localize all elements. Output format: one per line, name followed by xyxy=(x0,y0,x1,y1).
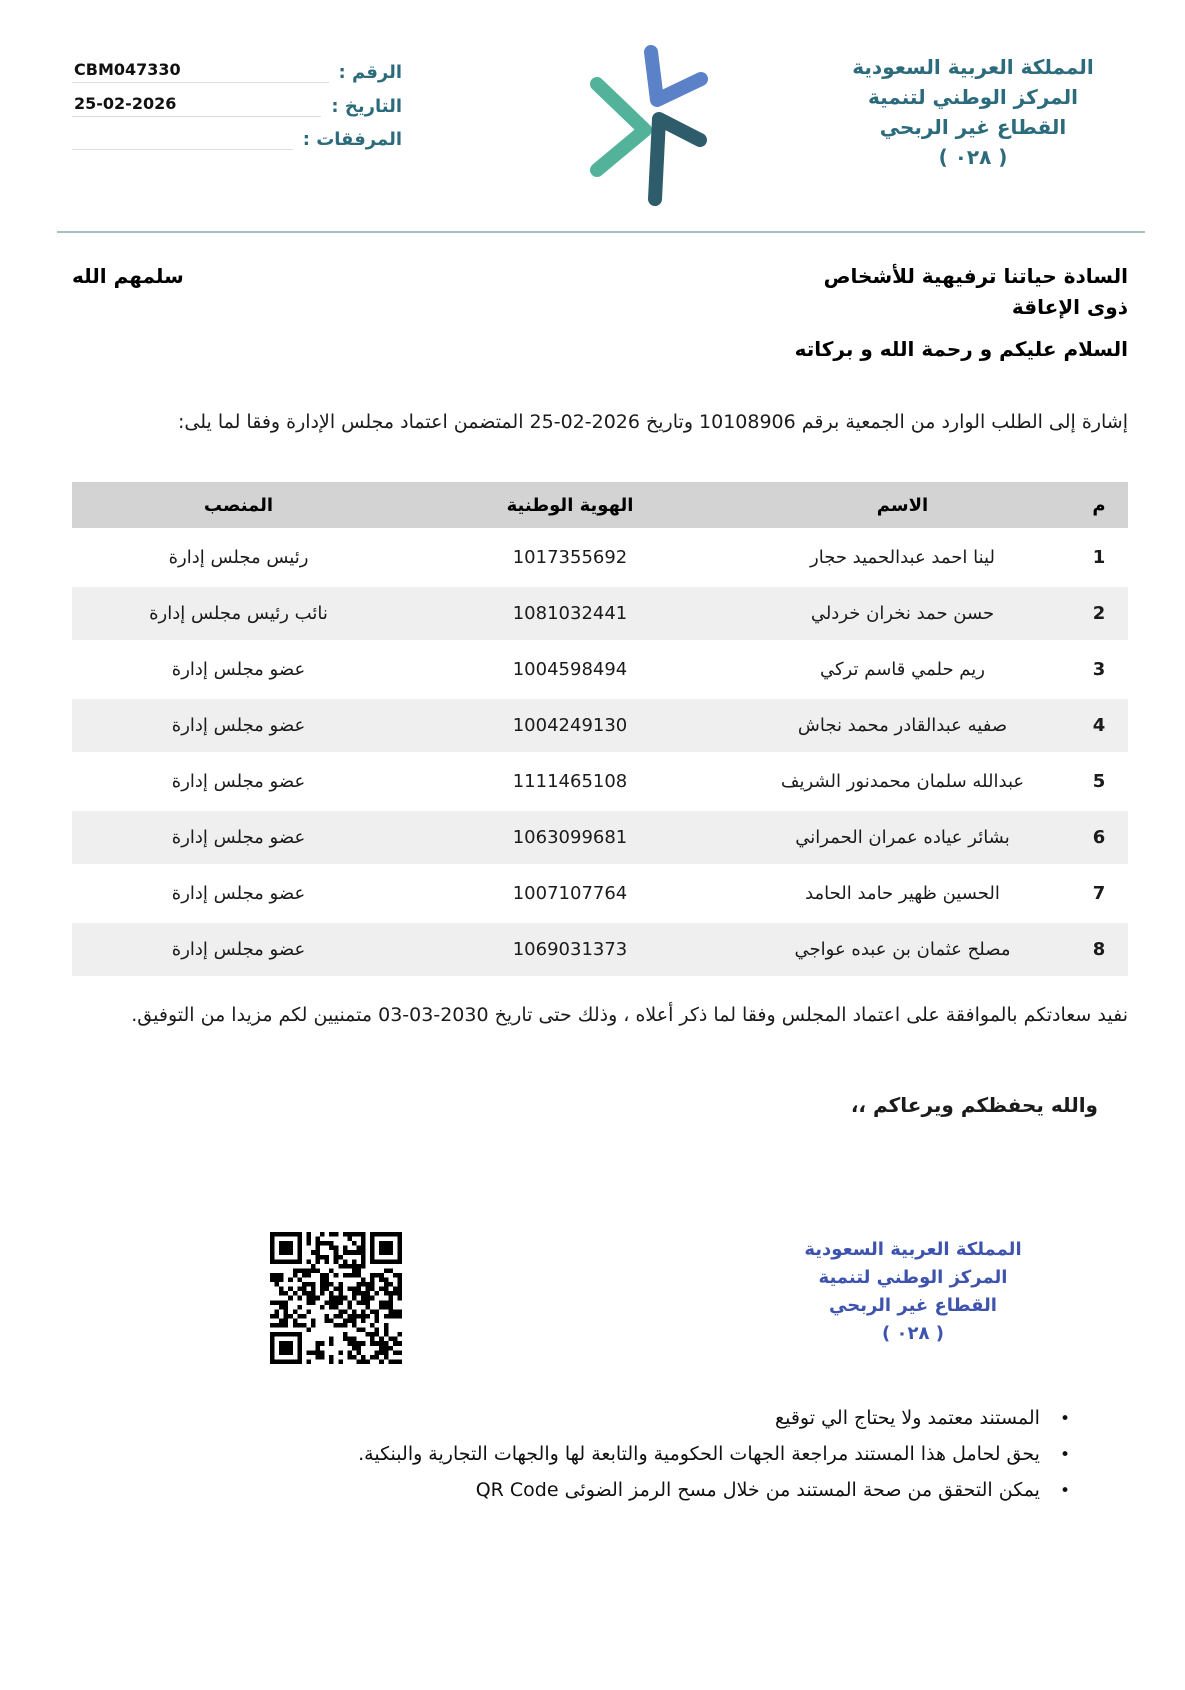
ref-attachments-row xyxy=(72,128,402,150)
cell-index: 7 xyxy=(1070,867,1128,920)
cell-index: 3 xyxy=(1070,643,1128,696)
org-line-sector: القطاع غير الربحي xyxy=(879,115,1067,139)
cell-position: عضو مجلس إدارة xyxy=(72,643,405,696)
cell-index: 2 xyxy=(1070,587,1128,640)
cell-national-id: 1063099681 xyxy=(405,811,735,864)
footer-org-line-sector: القطاع غير الربحي xyxy=(829,1294,997,1316)
footnote-item: • المستند معتمد ولا يحتاج الي توقيع xyxy=(72,1400,1070,1436)
footer-org-line-code: ( ٠٢٨ ) xyxy=(882,1322,944,1344)
blessing: سلمهم الله xyxy=(72,264,184,288)
cell-position: عضو مجلس إدارة xyxy=(72,923,405,976)
cell-position: عضو مجلس إدارة xyxy=(72,867,405,920)
cell-national-id: 1069031373 xyxy=(405,923,735,976)
cell-name: صفيه عبدالقادر محمد نجاش xyxy=(735,699,1070,752)
col-header-position: المنصب xyxy=(72,482,405,528)
intro-paragraph: إشارة إلى الطلب الوارد من الجمعية برقم 10108906 وتاريخ 2026-02-25 المتضمن اعتماد مجلس الإدارة وفقا لما يلى: xyxy=(177,411,1128,433)
salutation-row xyxy=(72,261,1128,323)
cell-name: الحسين ظهير حامد الحامد xyxy=(735,867,1070,920)
footnotes xyxy=(72,1400,1128,1508)
cell-national-id: 1111465108 xyxy=(405,755,735,808)
org-line-center: المركز الوطني لتنمية xyxy=(868,85,1078,109)
col-header-index: م xyxy=(1070,482,1128,528)
footer-org-line-country: المملكة العربية السعودية xyxy=(804,1238,1022,1260)
table-row xyxy=(72,811,1128,864)
cell-position: عضو مجلس إدارة xyxy=(72,699,405,752)
cell-name: حسن حمد نخران خردلي xyxy=(735,587,1070,640)
table-header xyxy=(72,482,1128,528)
cell-national-id: 1081032441 xyxy=(405,587,735,640)
footer-org-line-center: المركز الوطني لتنمية xyxy=(818,1266,1008,1288)
ref-attachments-value xyxy=(72,128,293,150)
cell-index: 1 xyxy=(1070,531,1128,584)
approval-paragraph: نفيد سعادتكم بالموافقة على اعتماد المجلس وفقا لما ذكر أعلاه ، وذلك حتى تاريخ 2030-03-03 متمنيين لكم مزيدا من التوفيق. xyxy=(131,1004,1128,1027)
header-divider xyxy=(57,231,1145,233)
cell-name: لينا احمد عبدالحميد حجار xyxy=(735,531,1070,584)
cell-national-id: 1004249130 xyxy=(405,699,735,752)
org-logo-star-icon xyxy=(545,42,715,207)
ref-number-value: CBM047330 xyxy=(72,60,329,83)
col-header-name: الاسم xyxy=(735,482,1070,528)
org-line-code: ( ٠٢٨ ) xyxy=(938,145,1008,169)
farewell: والله يحفظكم ويرعاكم ،، xyxy=(850,1092,1098,1117)
ref-attachments-label: المرفقات : xyxy=(302,129,402,150)
greeting: السلام عليكم و رحمة الله و بركاته xyxy=(794,337,1128,361)
reference-fields xyxy=(72,42,402,161)
table-row xyxy=(72,699,1128,752)
ref-date-label: التاريخ : xyxy=(331,96,402,117)
footer-org-name-block xyxy=(783,1232,1043,1348)
footnote-item: • يحق لحامل هذا المستند مراجعة الجهات الحكومية والتابعة لها والجهات التجارية والبنكية. xyxy=(72,1436,1070,1472)
cell-index: 6 xyxy=(1070,811,1128,864)
cell-index: 5 xyxy=(1070,755,1128,808)
ref-number-label: الرقم : xyxy=(338,62,402,83)
table-row xyxy=(72,587,1128,640)
cell-position: نائب رئيس مجلس إدارة xyxy=(72,587,405,640)
cell-position: عضو مجلس إدارة xyxy=(72,811,405,864)
table-row xyxy=(72,867,1128,920)
footer-row xyxy=(72,1232,1128,1364)
cell-name: بشائر عياده عمران الحمراني xyxy=(735,811,1070,864)
table-row xyxy=(72,923,1128,976)
cell-name: ريم حلمي قاسم تركي xyxy=(735,643,1070,696)
cell-national-id: 1017355692 xyxy=(405,531,735,584)
table-row xyxy=(72,643,1128,696)
table-row xyxy=(72,755,1128,808)
col-header-national-id: الهوية الوطنية xyxy=(405,482,735,528)
cell-national-id: 1004598494 xyxy=(405,643,735,696)
ref-number-row xyxy=(72,60,402,83)
org-line-country: المملكة العربية السعودية xyxy=(852,55,1094,79)
cell-index: 8 xyxy=(1070,923,1128,976)
table-row xyxy=(72,531,1128,584)
letterhead xyxy=(72,42,1128,207)
org-name-block xyxy=(818,42,1128,172)
cell-name: عبدالله سلمان محمدنور الشريف xyxy=(735,755,1070,808)
cell-name: مصلح عثمان بن عبده عواجي xyxy=(735,923,1070,976)
ref-date-row xyxy=(72,94,402,117)
cell-index: 4 xyxy=(1070,699,1128,752)
board-members-table xyxy=(72,479,1128,979)
qr-code xyxy=(270,1232,402,1364)
cell-position: عضو مجلس إدارة xyxy=(72,755,405,808)
cell-position: رئيس مجلس إدارة xyxy=(72,531,405,584)
addressee: السادة حياتنا ترفيهية للأشخاص ذوى الإعاقة xyxy=(823,264,1128,319)
cell-national-id: 1007107764 xyxy=(405,867,735,920)
footnote-item: • يمكن التحقق من صحة المستند من خلال مسح الرمز الضوئى QR Code xyxy=(72,1472,1070,1508)
ref-date-value: 25-02-2026 xyxy=(72,94,321,117)
